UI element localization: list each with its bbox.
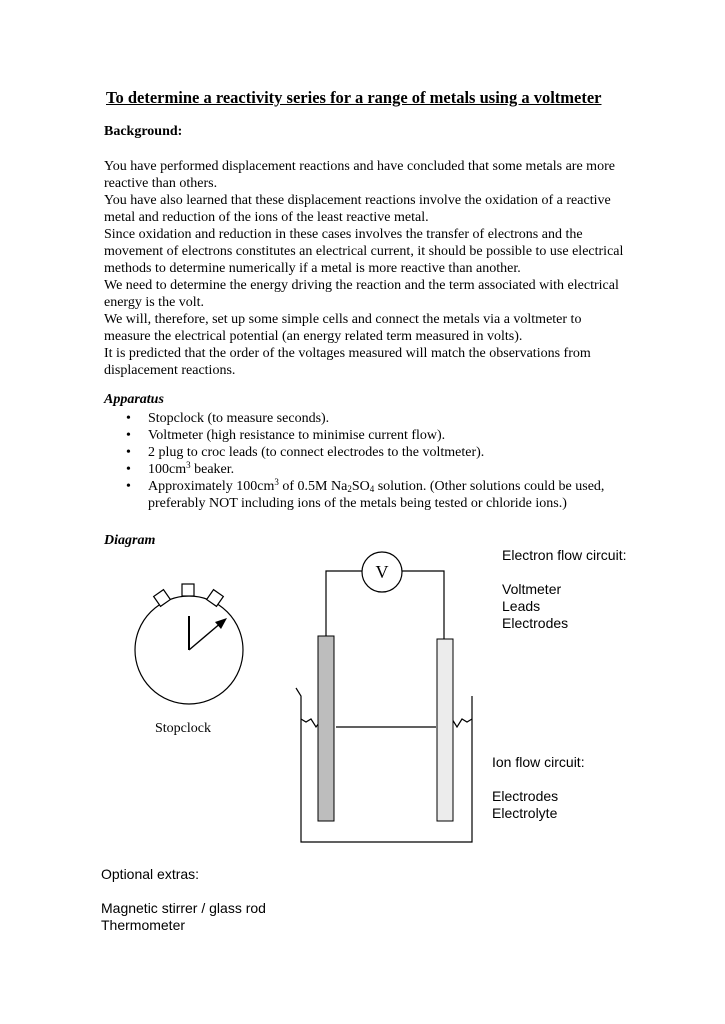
electron-flow-title: Electron flow circuit:: [502, 547, 627, 563]
optional-extras: [101, 866, 266, 934]
background-line: We will, therefore, set up some simple cells and connect the metals via a voltmeter to measure the electrical potential (an energy related term measured in volts).: [104, 312, 582, 344]
optional-extras-title: Optional extras:: [101, 866, 200, 882]
ion-flow-legend: [492, 754, 585, 822]
ion-flow-item: Electrolyte: [492, 805, 558, 821]
electron-flow-legend: [502, 547, 626, 632]
electrode-left: [318, 636, 334, 821]
bullet-icon: •: [126, 445, 131, 460]
electron-flow-item: Electrodes: [502, 615, 569, 631]
background-line: We need to determine the energy driving the reaction and the term associated with electrical energy is the volt.: [104, 278, 619, 310]
stopclock-label: Stopclock: [155, 721, 211, 736]
bullet-icon: •: [126, 411, 131, 426]
bullet-icon: •: [126, 428, 131, 443]
list-item: • Approximately $100cm^3$ of 0.5M $Na_2SO_4$ solution. (Other solutions could be used, preferably NOT including ions of the metals being tested or chloride ions.): [126, 477, 605, 511]
electrode-right: [437, 639, 453, 821]
ion-flow-title: Ion flow circuit:: [492, 754, 585, 770]
background-heading: Background:: [104, 124, 183, 139]
list-item: • Voltmeter (high resistance to minimise current flow).: [126, 428, 446, 443]
optional-extras-item: Thermometer: [101, 917, 186, 933]
list-item: • 2 plug to croc leads (to connect electrodes to the voltmeter).: [126, 445, 485, 460]
apparatus-heading: Apparatus: [104, 392, 164, 407]
electron-flow-item: Voltmeter: [502, 581, 562, 597]
background-line: You have also learned that these displacement reactions involve the oxidation of a reactive metal and reduction of the ions of the least reactive metal.: [104, 193, 611, 225]
bullet-icon: •: [126, 462, 131, 477]
electron-flow-item: Leads: [502, 598, 541, 614]
optional-extras-item: Magnetic stirrer / glass rod: [101, 900, 266, 916]
bullet-icon: •: [126, 479, 131, 494]
diagram-heading: Diagram: [104, 533, 156, 548]
list-item: • $100cm^3$ beaker.: [126, 460, 235, 477]
background-line: You have performed displacement reactions and have concluded that some metals are more reactive than others.: [104, 159, 615, 191]
page-title: To determine a reactivity series for a range of metals using a voltmeter: [106, 88, 602, 107]
background-line: It is predicted that the order of the voltages measured will match the observations from displacement reactions.: [104, 346, 591, 378]
voltmeter-symbol: V: [375, 562, 389, 582]
background-line: Since oxidation and reduction in these cases involves the transfer of electrons and the movement of electrons constitutes an electrical current, it should be possible to use electrical methods to determine numerically if a metal is more reactive than another.: [104, 227, 624, 276]
list-item: • Stopclock (to measure seconds).: [126, 411, 330, 426]
stopclock-icon: [135, 584, 243, 704]
ion-flow-item: Electrodes: [492, 788, 559, 804]
